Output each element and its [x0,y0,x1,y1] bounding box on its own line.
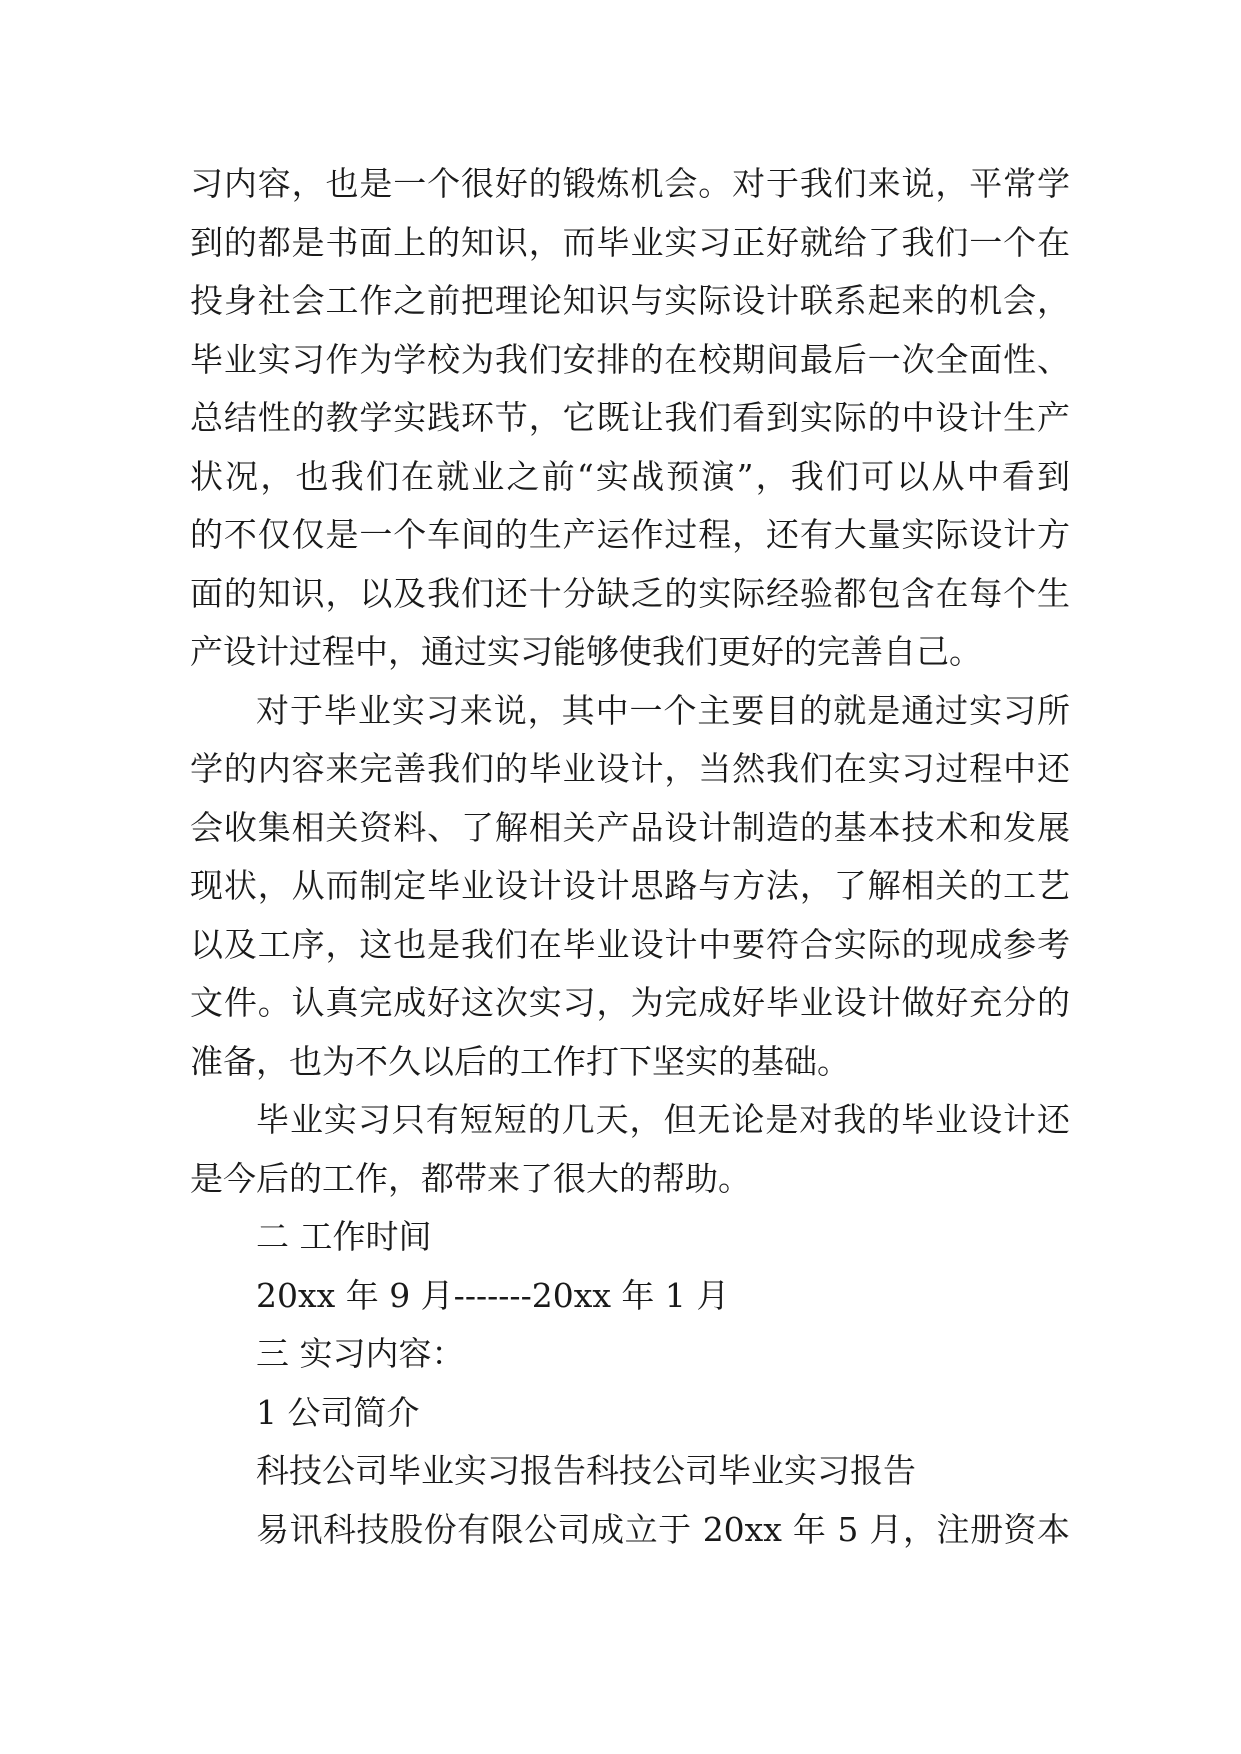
text-line: 学的内容来完善我们的毕业设计，当然我们在实习过程中还 [190,749,1070,788]
text-line: 文件。认真完成好这次实习，为完成好毕业设计做好充分的 [190,983,1070,1022]
text-line: 现状，从而制定毕业设计设计思路与方法，了解相关的工艺 [190,866,1070,905]
text-line: 准备，也为不久以后的工作打下坚实的基础。 [190,1041,850,1081]
paragraph-first-line: 毕业实习只有短短的几天，但无论是对我的毕业设计还 [256,1100,1070,1139]
text-line: 是今后的工作，都带来了很大的帮助。 [190,1158,751,1198]
section-heading-internship-content: 三 实习内容： [256,1334,465,1373]
subsection-heading-company-intro: 1 公司简介 [256,1392,420,1432]
text-line: 面的知识，以及我们还十分缺乏的实际经验都包含在每个生 [190,573,1070,613]
text-line: 的不仅仅是一个车间的生产运作过程，还有大量实际设计方 [190,515,1070,554]
text-line: 科技公司毕业实习报告科技公司毕业实习报告 [256,1451,916,1490]
text-line: 易讯科技股份有限公司成立于 20xx 年 5 月，注册资本 [256,1509,1070,1549]
text-line: 会收集相关资料、了解相关产品设计制造的基本技术和发展 [190,807,1070,847]
paragraph-first-line: 对于毕业实习来说，其中一个主要目的就是通过实习所 [256,690,1070,730]
text-line: 习内容，也是一个很好的锻炼机会。对于我们来说，平常学 [190,164,1070,203]
work-period: 20xx 年 9 月-------20xx 年 1 月 [256,1275,730,1315]
text-line: 毕业实习作为学校为我们安排的在校期间最后一次全面性、 [190,339,1070,379]
text-line: 投身社会工作之前把理论知识与实际设计联系起来的机会， [190,281,1070,320]
text-line: 到的都是书面上的知识，而毕业实习正好就给了我们一个在 [190,222,1070,262]
document-body [190,155,1070,1559]
text-line: 以及工序，这也是我们在毕业设计中要符合实际的现成参考 [190,924,1070,964]
text-line: 总结性的教学实践环节，它既让我们看到实际的中设计生产 [190,398,1070,437]
text-line: 产设计过程中，通过实习能够使我们更好的完善自己。 [190,632,982,671]
text-line: 状况，也我们在就业之前“实战预演”，我们可以从中看到 [190,456,1070,496]
section-heading-work-time: 二 工作时间 [256,1217,432,1256]
